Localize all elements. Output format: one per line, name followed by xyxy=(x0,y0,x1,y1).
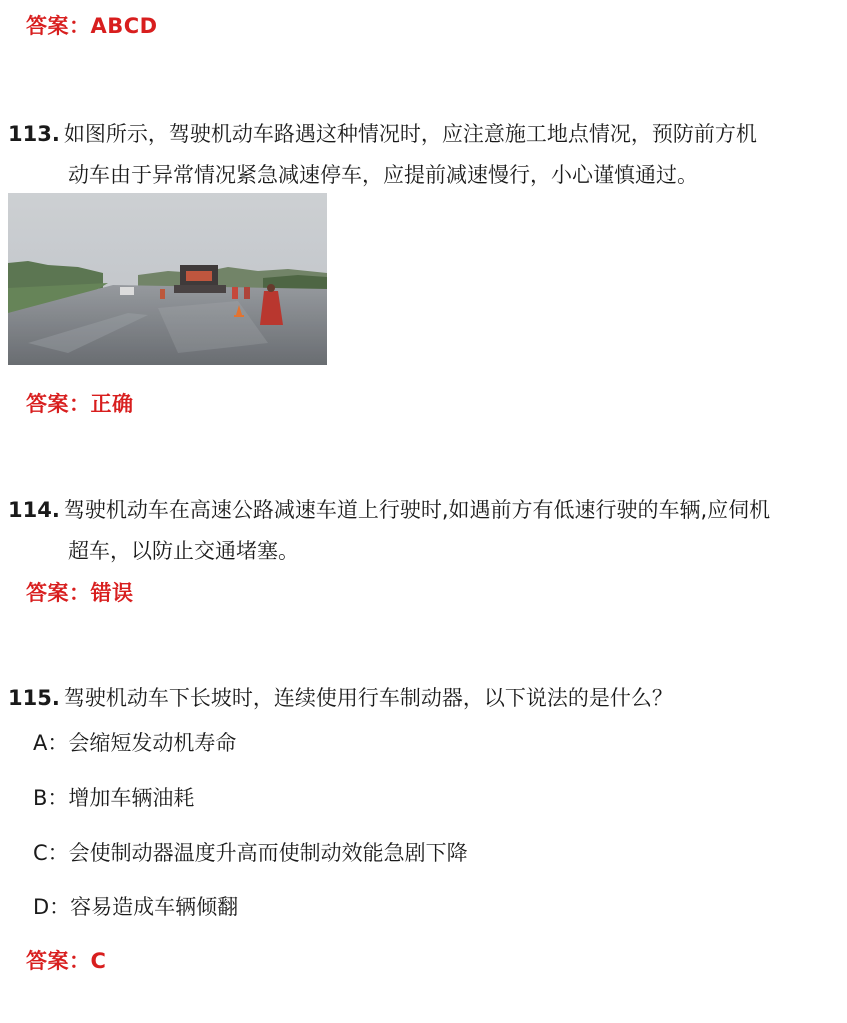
road-construction-photo xyxy=(8,193,327,365)
question-115-number: 115. xyxy=(8,686,60,710)
question-115-text-1: 驾驶机动车下长坡时，连续使用行车制动器，以下说法的是什么？ xyxy=(63,686,673,710)
question-113-text-1: 如图所示，驾驶机动车路遇这种情况时，应注意施工地点情况，预防前方机 xyxy=(63,122,757,146)
question-115-line-1 xyxy=(8,688,673,709)
answer-114: 答案：错误 xyxy=(26,581,134,605)
answer-112: 答案：ABCD xyxy=(26,14,158,38)
question-114-line-1 xyxy=(8,500,770,521)
option-d: D：容易造成车辆倾翻 xyxy=(33,895,239,919)
option-c: C：会使制动器温度升高而使制动效能急剧下降 xyxy=(33,841,468,865)
question-114-number: 114. xyxy=(8,498,60,522)
answer-113: 答案：正确 xyxy=(26,392,134,416)
option-a: A：会缩短发动机寿命 xyxy=(33,731,237,755)
question-113-line-1 xyxy=(8,124,757,145)
option-b: B：增加车辆油耗 xyxy=(33,786,195,810)
question-113-line-2: 动车由于异常情况紧急减速停车，应提前减速慢行，小心谨慎通过。 xyxy=(68,163,698,187)
answer-115: 答案：C xyxy=(26,949,107,973)
question-114-line-2: 超车，以防止交通堵塞。 xyxy=(68,539,299,563)
question-113-number: 113. xyxy=(8,122,60,146)
question-114-text-1: 驾驶机动车在高速公路减速车道上行驶时,如遇前方有低速行驶的车辆,应伺机 xyxy=(63,498,771,522)
